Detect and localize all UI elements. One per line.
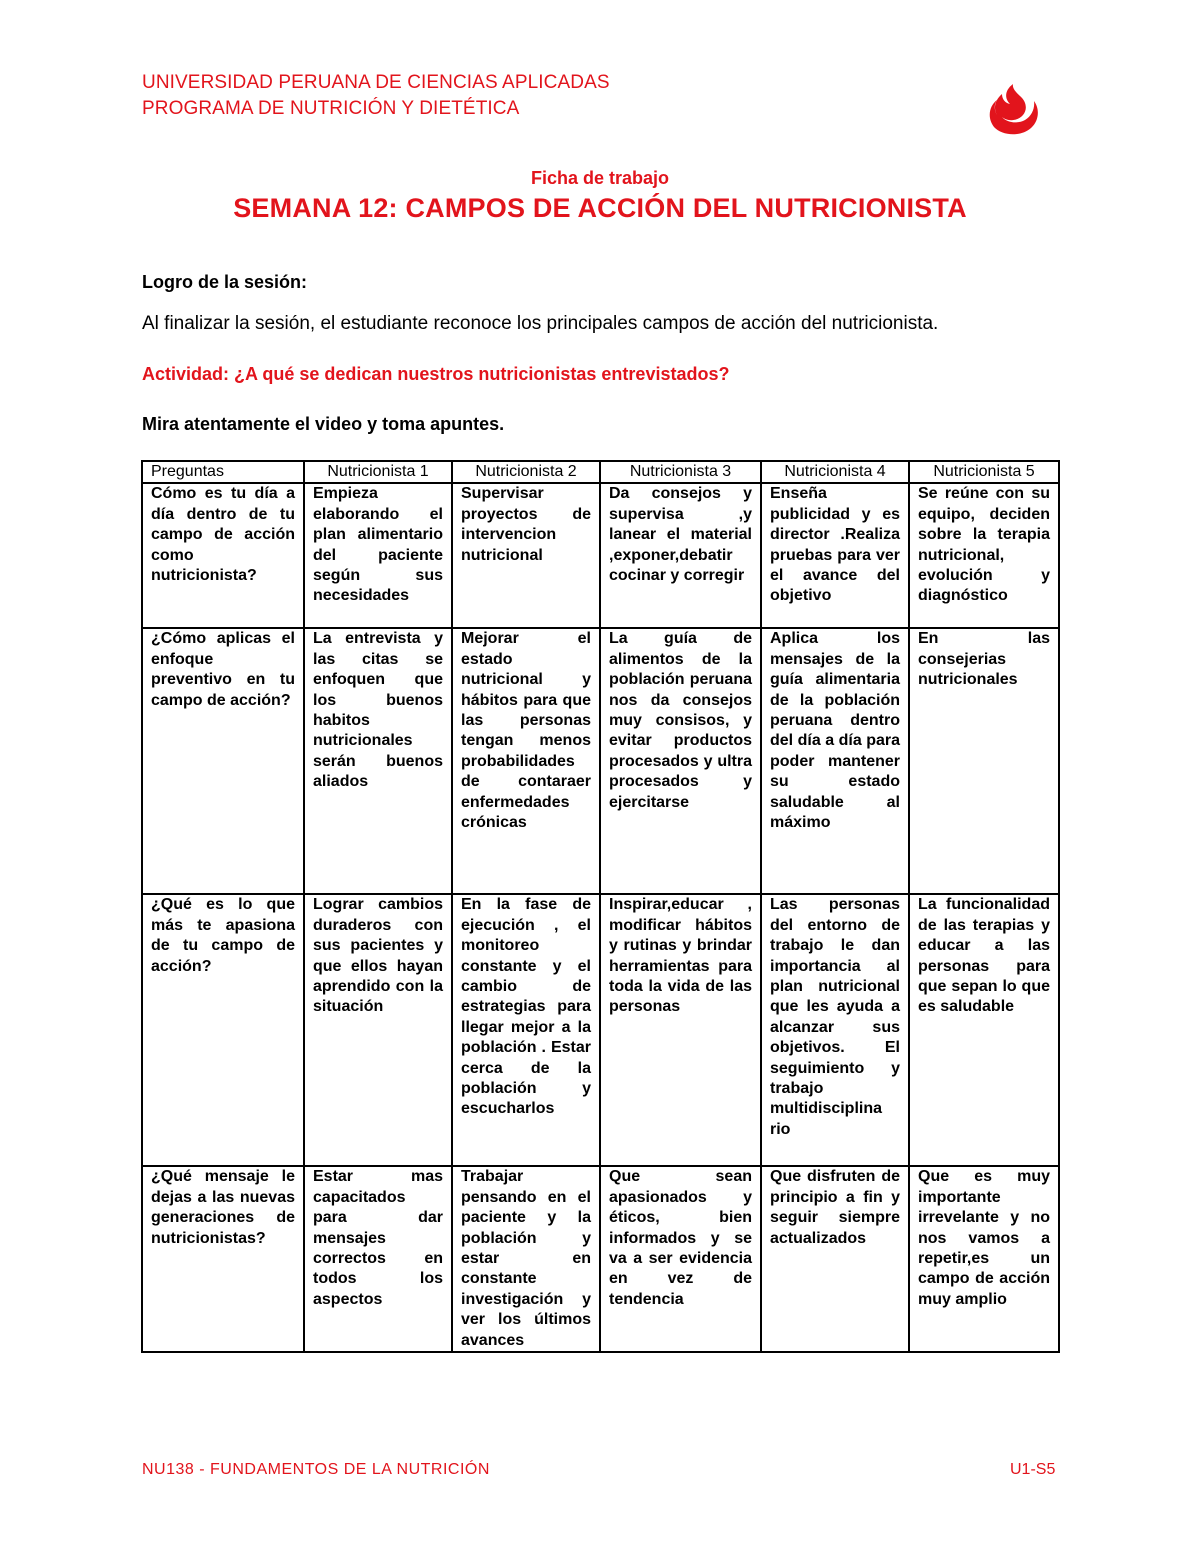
answer-cell: Supervisar proyectos de intervencion nutricional: [452, 483, 600, 628]
answer-cell: Aplica los mensajes de la guía alimentaria de la población peruana dentro del día a día para poder mantener su estado saludable al máximo: [761, 628, 909, 894]
document-header: [142, 70, 610, 122]
answer-cell: Empieza elaborando el plan alimentario del paciente según sus necesidades: [304, 483, 452, 628]
table-row: [142, 628, 1059, 894]
answer-cell: Que es muy importante irrevelante y no nos vamos a repetir,es un campo de acción muy amplio: [909, 1166, 1059, 1352]
header-nutricionista-5: Nutricionista 5: [909, 461, 1059, 483]
header-nutricionista-2: Nutricionista 2: [452, 461, 600, 483]
header-nutricionista-1: Nutricionista 1: [304, 461, 452, 483]
question-cell: ¿Qué mensaje le dejas a las nuevas generaciones de nutricionistas?: [142, 1166, 304, 1352]
answer-cell: Que sean apasionados y éticos, bien informados y se va a ser evidencia en vez de tendencia: [600, 1166, 761, 1352]
activity-heading: Actividad: ¿A qué se dedican nuestros nutricionistas entrevistados?: [142, 364, 730, 384]
logro-label: Logro de la sesión:: [142, 272, 308, 292]
program-name: PROGRAMA DE NUTRICIÓN Y DIETÉTICA: [142, 98, 520, 119]
answer-cell: Estar mas capacitados para dar mensajes correctos en todos los aspectos: [304, 1166, 452, 1352]
answer-cell: Las personas del entorno de trabajo le dan importancia al plan nutricional que les ayuda a alcanzar sus objetivos. El seguimiento y trabajo multidisciplina rio: [761, 894, 909, 1166]
upc-flame-logo-icon: [983, 78, 1043, 138]
footer-code: U1-S5: [1010, 1461, 1056, 1478]
answer-cell: Lograr cambios duraderos con sus pacientes y que ellos hayan aprendido con la situación: [304, 894, 452, 1166]
answer-cell: Da consejos y supervisa ,y lanear el material ,exponer,debatir cocinar y corregir: [600, 483, 761, 628]
question-cell: Cómo es tu día a día dentro de tu campo de acción como nutricionista?: [142, 483, 304, 628]
interview-table: [141, 460, 1060, 1353]
document-subtitle: Ficha de trabajo: [530, 168, 670, 188]
answer-cell: En las consejerias nutricionales: [909, 628, 1059, 894]
instruction-text: Mira atentamente el video y toma apuntes.: [142, 414, 505, 434]
answer-cell: Se reúne con su equipo, deciden sobre la terapia nutricional, evolución y diagnóstico: [909, 483, 1059, 628]
footer-course: NU138 - FUNDAMENTOS DE LA NUTRICIÓN: [142, 1461, 490, 1478]
answer-cell: Enseña publicidad y es director .Realiza pruebas para ver el avance del objetivo: [761, 483, 909, 628]
document-title: SEMANA 12: CAMPOS DE ACCIÓN DEL NUTRICIONISTA: [233, 193, 967, 223]
answer-cell: Inspirar,educar , modificar hábitos y rutinas y brindar herramientas para toda la vida de las personas: [600, 894, 761, 1166]
header-nutricionista-3: Nutricionista 3: [600, 461, 761, 483]
answer-cell: La entrevista y las citas se enfoquen que los buenos habitos nutricionales serán buenos aliados: [304, 628, 452, 894]
answer-cell: Que disfruten de principio a fin y seguir siempre actualizados: [761, 1166, 909, 1352]
answer-cell: Trabajar pensando en el paciente y la población y estar en constante investigación y ver los últimos avances: [452, 1166, 600, 1352]
table-row: [142, 1166, 1059, 1352]
table-row: [142, 483, 1059, 628]
answer-cell: En la fase de ejecución , el monitoreo constante y el cambio de estrategias para llegar mejor a la población . Estar cerca de la población y escucharlos: [452, 894, 600, 1166]
logro-text: Al finalizar la sesión, el estudiante reconoce los principales campos de acción del nutricionista.: [142, 313, 939, 334]
answer-cell: Mejorar el estado nutricional y hábitos para que las personas tengan menos probabilidades de contaraer enfermedades crónicas: [452, 628, 600, 894]
header-nutricionista-4: Nutricionista 4: [761, 461, 909, 483]
university-name: UNIVERSIDAD PERUANA DE CIENCIAS APLICADAS: [142, 72, 610, 93]
question-cell: ¿Cómo aplicas el enfoque preventivo en tu campo de acción?: [142, 628, 304, 894]
answer-cell: La funcionalidad de las terapias y educar a las personas para que sepan lo que es saludable: [909, 894, 1059, 1166]
answer-cell: La guía de alimentos de la población peruana nos da consejos muy consisos, y evitar productos procesados y ultra procesados y ejercitarse: [600, 628, 761, 894]
table-row: [142, 894, 1059, 1166]
header-preguntas: Preguntas: [142, 461, 304, 483]
question-cell: ¿Qué es lo que más te apasiona de tu campo de acción?: [142, 894, 304, 1166]
table-header-row: [142, 461, 1059, 483]
